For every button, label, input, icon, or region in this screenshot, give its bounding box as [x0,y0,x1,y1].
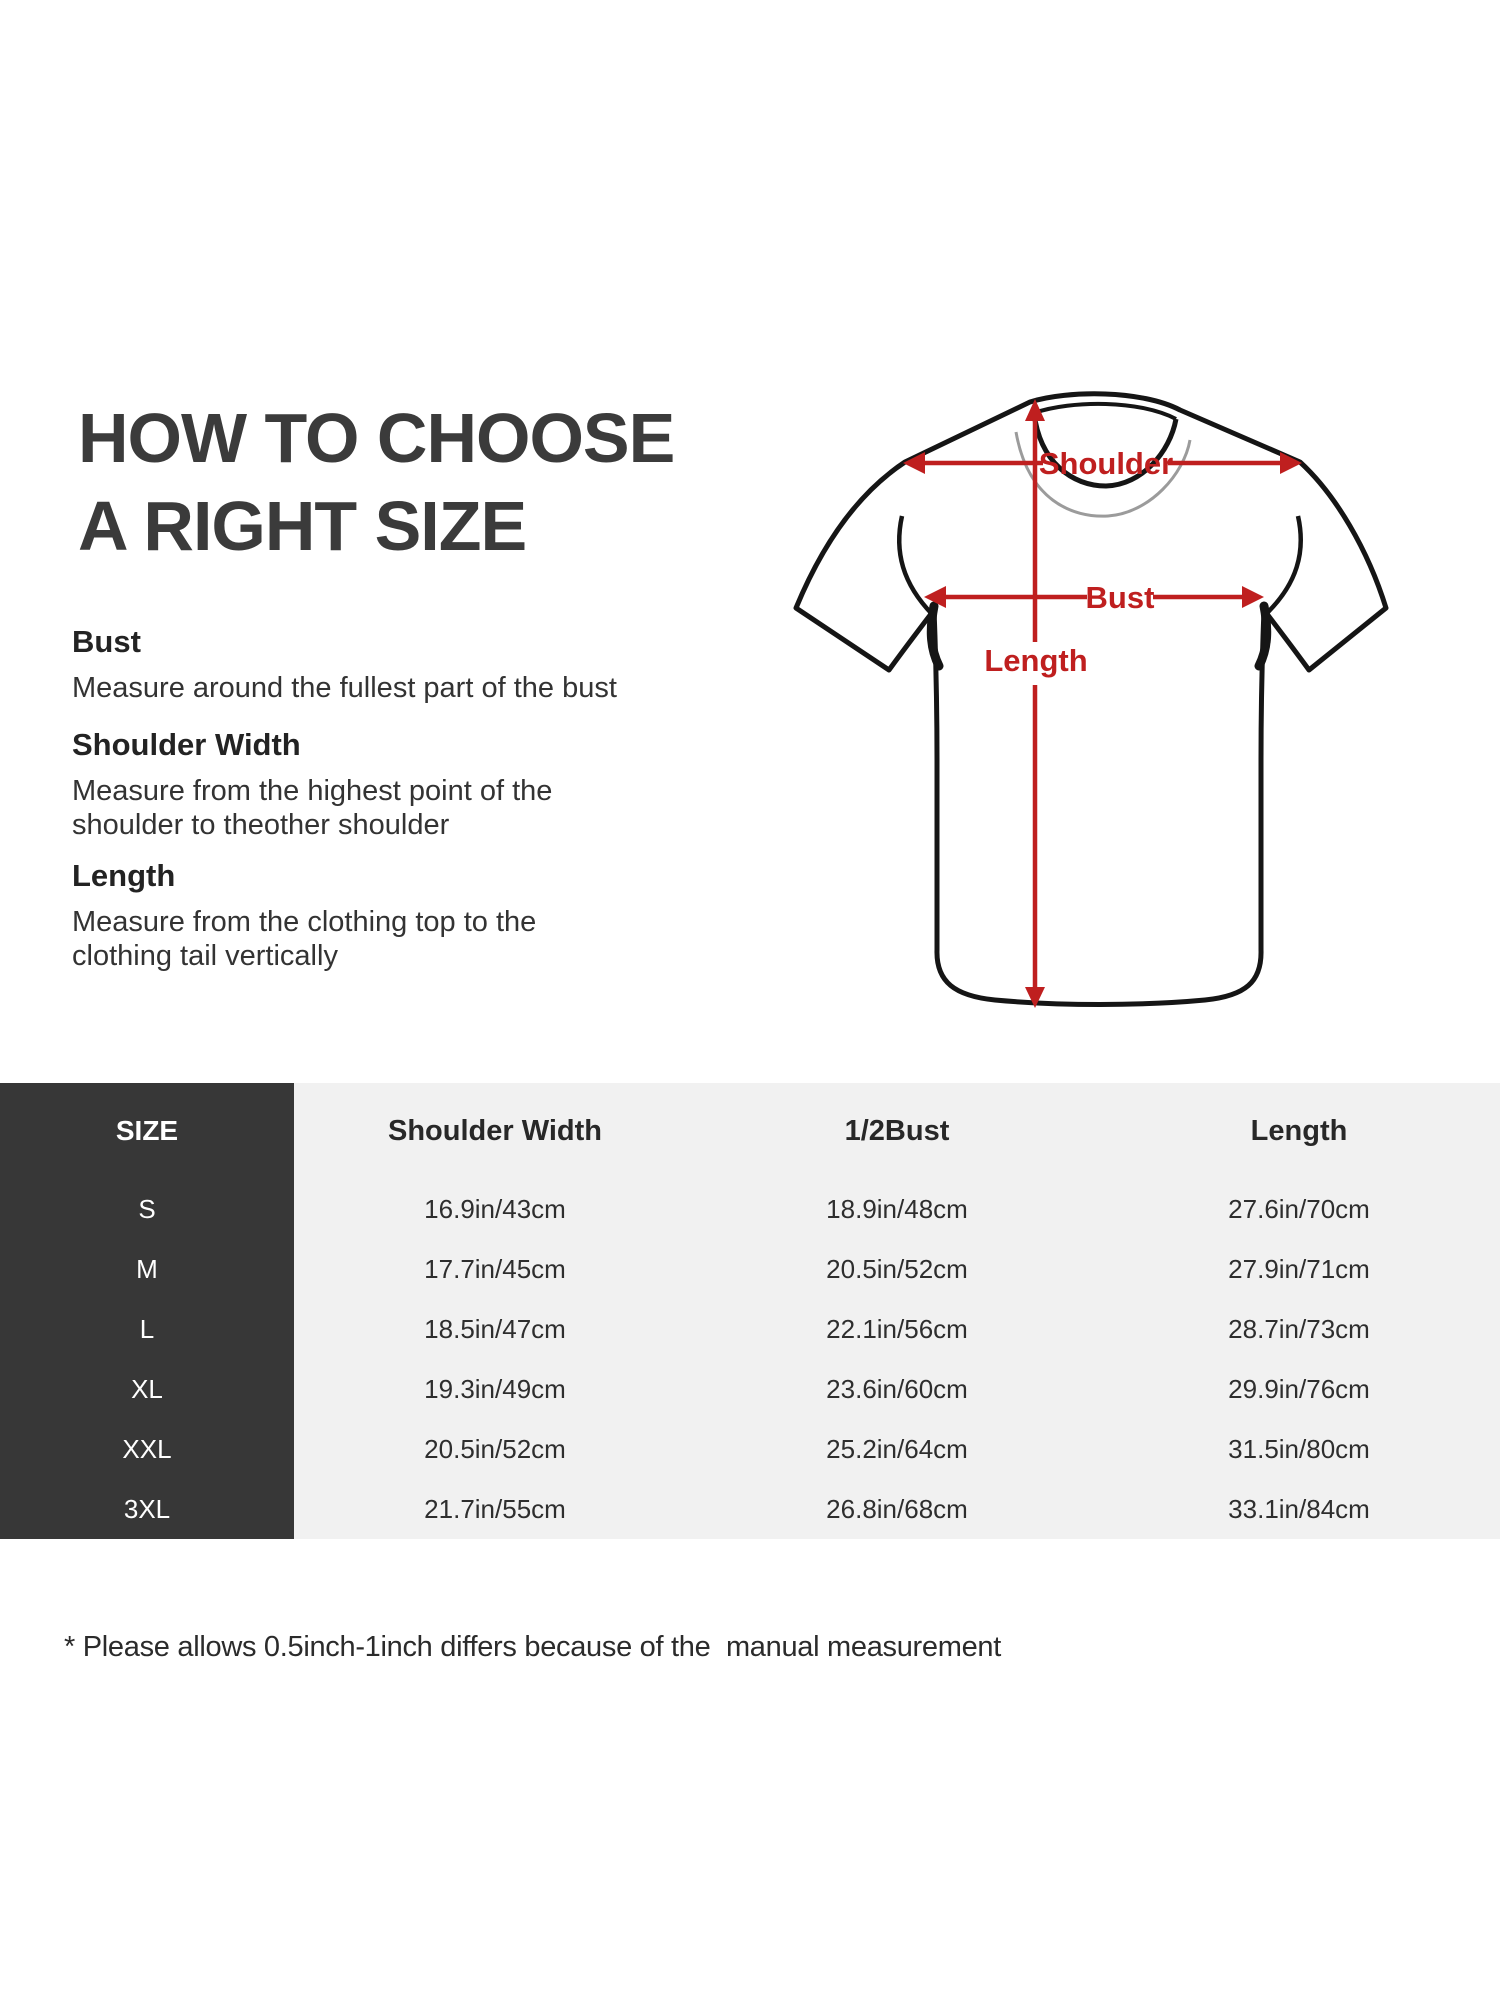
size-label-xl: XL [0,1359,294,1419]
guide-heading-length: Length [72,858,176,893]
size-table-header-length: Length [1098,1083,1500,1179]
length-label: Length [984,643,1088,678]
value-m-length: 27.9in/71cm [1098,1239,1500,1299]
guide-heading-shoulder-width: Shoulder Width [72,727,301,762]
value-3xl-length: 33.1in/84cm [1098,1479,1500,1539]
value-m-half-bust: 20.5in/52cm [696,1239,1098,1299]
value-xl-length: 29.9in/76cm [1098,1359,1500,1419]
value-s-length: 27.6in/70cm [1098,1179,1500,1239]
guide-heading-bust: Bust [72,624,141,659]
shoulder-label: Shoulder [1038,446,1174,481]
page-title-line-1: HOW TO CHOOSE [78,399,675,477]
bust-label: Bust [1085,580,1155,615]
guide-section-shoulder-width [72,727,607,842]
value-xxl-half-bust: 25.2in/64cm [696,1419,1098,1479]
size-label-3xl: 3XL [0,1479,294,1539]
value-l-shoulder: 18.5in/47cm [294,1299,696,1359]
value-3xl-shoulder: 21.7in/55cm [294,1479,696,1539]
value-xl-shoulder: 19.3in/49cm [294,1359,696,1419]
guide-body-length: Measure from the clothing top to the clothing tail vertically [72,906,537,972]
guide-body-bust: Measure around the fullest part of the bust [72,672,617,704]
guide-section-length [72,858,592,973]
size-table-header-half-bust: 1/2Bust [696,1083,1098,1179]
value-xxl-length: 31.5in/80cm [1098,1419,1500,1479]
guide-body-shoulder-width: Measure from the highest point of the shoulder to theother shoulder [72,775,553,841]
tshirt-measurement-diagram [600,290,1500,1070]
size-table [0,1083,1500,1539]
value-s-shoulder: 16.9in/43cm [294,1179,696,1239]
measurement-disclaimer: * Please allows 0.5inch-1inch differs because of the manual measurement [64,1631,1002,1663]
size-table-header-shoulder-width: Shoulder Width [294,1083,696,1179]
size-label-xxl: XXL [0,1419,294,1479]
value-xl-half-bust: 23.6in/60cm [696,1359,1098,1419]
value-l-half-bust: 22.1in/56cm [696,1299,1098,1359]
size-label-m: M [0,1239,294,1299]
value-m-shoulder: 17.7in/45cm [294,1239,696,1299]
value-l-length: 28.7in/73cm [1098,1299,1500,1359]
page-title-line-2: A RIGHT SIZE [78,487,527,565]
value-3xl-half-bust: 26.8in/68cm [696,1479,1098,1539]
size-table-header-size: SIZE [0,1083,294,1179]
size-label-l: L [0,1299,294,1359]
value-xxl-shoulder: 20.5in/52cm [294,1419,696,1479]
value-s-half-bust: 18.9in/48cm [696,1179,1098,1239]
size-label-s: S [0,1179,294,1239]
